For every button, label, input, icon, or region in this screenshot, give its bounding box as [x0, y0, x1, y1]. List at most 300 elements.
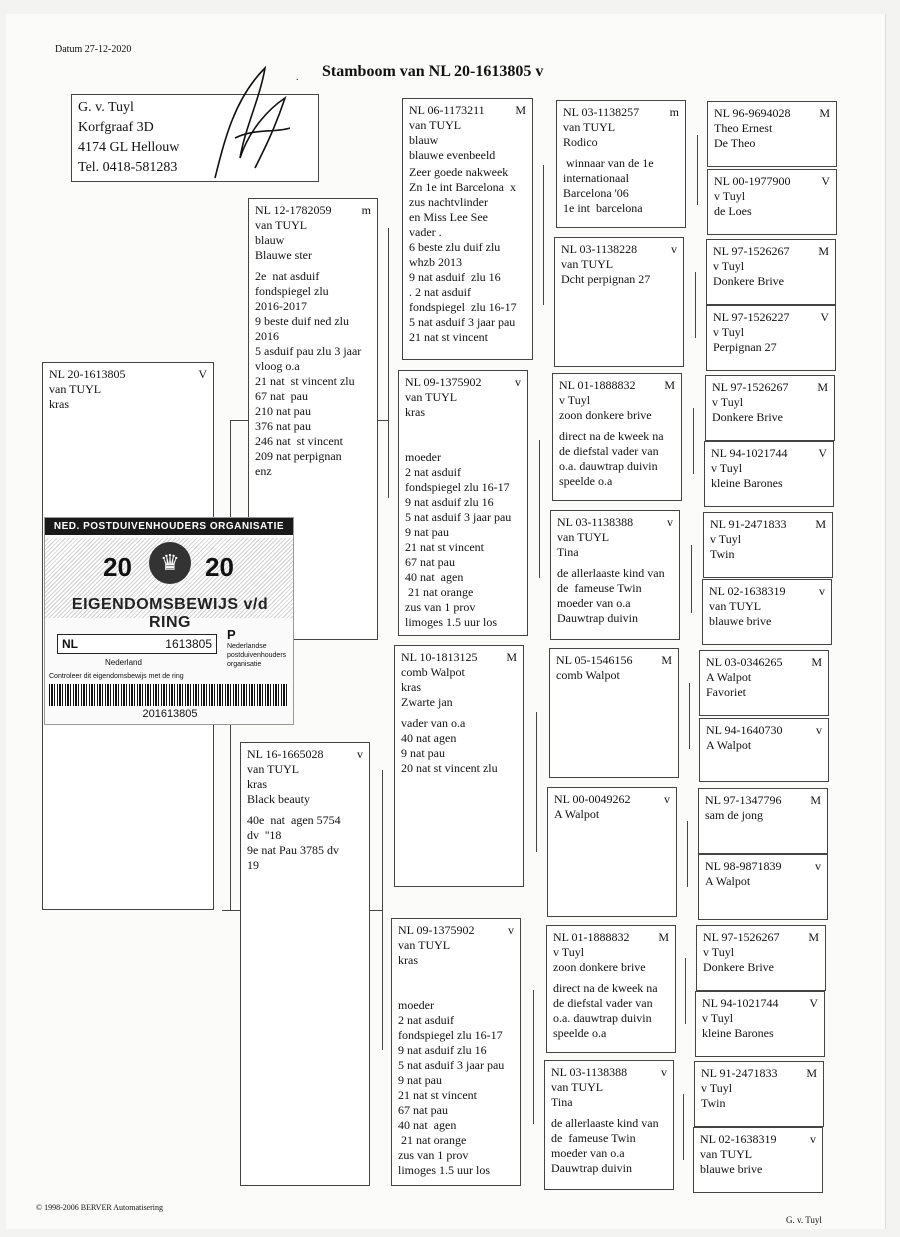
pigeon-fmf [552, 373, 682, 501]
sticker-org: NED. POSTDUIVENHOUDERS ORGANISATIE [45, 518, 293, 535]
sticker-ring-field [57, 634, 217, 654]
text-line: kras [247, 777, 267, 791]
text-line: zoon donkere brive [559, 408, 652, 422]
pigeon-details [409, 118, 526, 163]
text-line: zus van 1 prov [398, 1148, 469, 1162]
pigeon-details [559, 393, 675, 423]
pigeon-details [709, 599, 825, 629]
text-line: kleine Barones [702, 1026, 774, 1040]
text-line: van TUYL [247, 762, 300, 776]
pigeon-details [255, 218, 371, 263]
connector [230, 420, 248, 421]
ring-number: NL 97-1526267 [713, 244, 790, 258]
text-line: zus nachtvlinder [409, 195, 488, 209]
text-line: de diefstal vader van [553, 996, 653, 1010]
pigeon-notes [409, 165, 526, 345]
text-line: A Walpot [706, 670, 752, 684]
text-line: limoges 1.5 uur los [398, 1163, 490, 1177]
text-line: 21 nat orange [398, 1133, 467, 1147]
pigeon-details [714, 121, 830, 151]
text-line: A Walpot [705, 874, 751, 888]
text-line: fondspiegel zlu 16-17 [409, 300, 517, 314]
pigeon-g10 [699, 718, 829, 782]
text-line: Dauwtrap duivin [551, 1161, 632, 1175]
text-line: van TUYL [557, 530, 610, 544]
lion-emblem-icon: ♛ [149, 542, 191, 584]
pigeon-fm [398, 370, 528, 636]
sex: M [806, 1066, 817, 1080]
text-line: Twin [710, 547, 735, 561]
text-line: direct na de kweek na [553, 981, 658, 995]
pigeon-details [556, 668, 672, 683]
signature [205, 58, 295, 188]
text-line: winnaar van de 1e [563, 156, 654, 170]
text-line: 40 nat agen [401, 731, 457, 745]
text-line: van TUYL [409, 118, 462, 132]
pigeon-details [710, 532, 826, 562]
ring-number: NL 06-1173211 [409, 103, 485, 117]
text-line: de allerlaaste kind van [551, 1116, 659, 1130]
ring-number: NL 03-1138388 [551, 1065, 628, 1079]
pigeon-fmm [550, 510, 680, 640]
sex: M [515, 103, 526, 117]
text-line: 2e nat asduif [255, 269, 320, 283]
text-line: A Walpot [554, 807, 600, 821]
text-line: de fameuse Twin [557, 581, 642, 595]
text-line: 9 nat pau [398, 1073, 442, 1087]
text-line: v Tuyl [714, 189, 746, 203]
text-line: zus van 1 prov [405, 600, 476, 614]
pigeon-details [706, 670, 822, 700]
pigeon-g11 [698, 788, 828, 854]
text-line: Blauwe ster [255, 248, 312, 262]
text-line: moeder van o.a [551, 1146, 625, 1160]
pigeon-notes [401, 716, 517, 776]
text-line: v Tuyl [713, 325, 745, 339]
ring-number: NL 03-1138228 [561, 242, 638, 256]
barcode [49, 684, 289, 706]
pigeon-g12 [698, 854, 828, 920]
text-line: 40 nat agen [405, 570, 464, 584]
pigeon-mmf [546, 925, 676, 1053]
text-line: comb Walpot [556, 668, 620, 682]
text-line: fondspiegel zlu 16-17 [405, 480, 510, 494]
sticker-country: NL [62, 637, 78, 651]
pigeon-details [702, 1011, 818, 1041]
text-line: Zn 1e int Barcelona x [409, 180, 516, 194]
pigeon-g6 [704, 441, 834, 507]
pigeon-g13 [696, 925, 826, 991]
ring-number: NL 09-1375902 [405, 375, 482, 389]
ring-number: NL 20-1613805 [49, 367, 126, 381]
text-line: blauwe brive [700, 1162, 763, 1176]
pigeon-details [713, 259, 829, 289]
owner-phone: Tel. 0418-581283 [78, 160, 178, 175]
ring-number: NL 97-1526227 [713, 310, 790, 324]
footer-owner: G. v. Tuyl [786, 1215, 822, 1225]
pigeon-notes [247, 813, 363, 873]
sex: M [808, 930, 819, 944]
sex: V [820, 310, 829, 324]
text-line: v Tuyl [712, 395, 744, 409]
text-line: Zeer goede nakweek [409, 165, 509, 179]
pigeon-mff [549, 648, 679, 778]
owner-name: G. v. Tuyl [78, 100, 134, 115]
owner-city: 4174 GL Hellouw [78, 140, 180, 155]
text-line: limoges 1.5 uur los [405, 615, 497, 629]
text-line: 21 nat st vincent zlu [255, 374, 355, 388]
text-line: 21 nat st vincent [405, 540, 484, 554]
text-line: direct na de kweek na [559, 429, 664, 443]
text-line: moeder [405, 450, 441, 464]
sex: M [819, 106, 830, 120]
text-line: 21 nat st vincent [398, 1088, 477, 1102]
ring-number: NL 94-1021744 [702, 996, 779, 1010]
connector [689, 683, 690, 749]
text-line: kras [398, 953, 418, 967]
sex: M [818, 244, 829, 258]
pigeon-details [551, 1080, 667, 1110]
sex: v [815, 859, 821, 873]
text-line: Rodico [563, 135, 598, 149]
text-line: van TUYL [709, 599, 762, 613]
text-line: Tina [551, 1095, 573, 1109]
pigeon-g15 [694, 1061, 824, 1127]
connector [536, 712, 537, 852]
ring-number: NL 12-1782059 [255, 203, 332, 217]
text-line: blauw [255, 233, 285, 247]
sex: M [810, 793, 821, 807]
sex: v [671, 242, 677, 256]
text-line: vader van o.a [401, 716, 466, 730]
text-line: 21 nat st vincent [409, 330, 488, 344]
text-line: vloog o.a [255, 359, 300, 373]
text-line: 40 nat agen [398, 1118, 457, 1132]
pigeon-details [713, 325, 829, 355]
pigeon-g2 [707, 169, 837, 235]
pigeon-g7 [703, 512, 833, 578]
text-line: Favoriet [706, 685, 746, 699]
text-line: v Tuyl [710, 532, 742, 546]
sticker-banner: EIGENDOMSBEWIJS v/d RING [71, 596, 269, 631]
pigeon-mother [240, 742, 370, 1186]
text-line: 2016 [255, 329, 279, 343]
ring-number: NL 05-1546156 [556, 653, 633, 667]
text-line: v Tuyl [701, 1081, 733, 1095]
pigeon-notes [255, 269, 371, 479]
copyright: © 1998-2006 BERVER Automatisering [36, 1203, 163, 1212]
sex: M [811, 655, 822, 669]
text-line: whzb 2013 [409, 255, 462, 269]
ring-number: NL 02-1638319 [709, 584, 786, 598]
pigeon-g4 [706, 305, 836, 371]
sex: v [661, 1065, 667, 1079]
text-line: speelde o.a [553, 1026, 607, 1040]
connector [539, 440, 540, 578]
text-line: van TUYL [398, 938, 451, 952]
ring-number: NL 16-1665028 [247, 747, 324, 761]
text-line: A Walpot [706, 738, 752, 752]
pigeon-details [712, 395, 828, 425]
sex: M [817, 380, 828, 394]
ring-number: NL 97-1526267 [703, 930, 780, 944]
sex: M [506, 650, 517, 664]
sex: v [515, 375, 521, 389]
ring-number: NL 09-1375902 [398, 923, 475, 937]
ring-ownership-sticker [44, 517, 294, 725]
pigeon-details [561, 257, 677, 287]
date-label: Datum 27-12-2020 [55, 44, 132, 55]
text-line: Donkere Brive [712, 410, 783, 424]
text-line: van TUYL [49, 382, 102, 396]
text-line: fondspiegel zlu [255, 284, 329, 298]
ring-number: NL 00-0049262 [554, 792, 631, 806]
sex: V [821, 174, 830, 188]
text-line: Donkere Brive [713, 274, 784, 288]
text-line: 6 beste zlu duif zlu [409, 240, 501, 254]
pigeon-notes [553, 981, 669, 1041]
ring-number: NL 94-1640730 [706, 723, 783, 737]
text-line: 376 nat pau [255, 419, 311, 433]
text-line: van TUYL [700, 1147, 753, 1161]
text-line: 9 beste duif ned zlu [255, 314, 349, 328]
text-line: zoon donkere brive [553, 960, 646, 974]
sticker-p-letter: P [227, 627, 236, 642]
text-line: blauwe evenbeeld [409, 148, 496, 162]
text-line: 40e nat agen 5754 [247, 813, 341, 827]
connector [543, 165, 544, 305]
text-line: 21 nat orange [405, 585, 474, 599]
text-line: 67 nat pau [255, 389, 308, 403]
text-line: en Miss Lee See [409, 210, 488, 224]
pigeon-details [706, 738, 822, 753]
text-line: kras [49, 397, 69, 411]
sex: M [664, 378, 675, 392]
text-line: moeder van o.a [557, 596, 631, 610]
text-line: v Tuyl [553, 945, 585, 959]
text-line: sam de jong [705, 808, 763, 822]
pigeon-details [711, 461, 827, 491]
text-line: 9 nat pau [401, 746, 445, 760]
text-line: blauwe brive [709, 614, 772, 628]
ring-number: NL 01-1888832 [553, 930, 630, 944]
connector [222, 910, 240, 911]
pigeon-details [401, 665, 517, 710]
text-line: 2016-2017 [255, 299, 307, 313]
connector [685, 958, 686, 1024]
ring-number: NL 97-1347796 [705, 793, 782, 807]
pigeon-details [703, 945, 819, 975]
connector [691, 545, 692, 613]
text-line: 2 nat asduif [398, 1013, 454, 1027]
page-title: Stamboom van NL 20-1613805 v [322, 63, 544, 80]
pigeon-notes [551, 1116, 667, 1176]
text-line: 210 nat pau [255, 404, 311, 418]
ring-number: NL 03-0346265 [706, 655, 783, 669]
ring-number: NL 00-1977900 [714, 174, 791, 188]
pigeon-details [553, 945, 669, 975]
text-line: 246 nat st vincent [255, 434, 343, 448]
text-line: Dcht perpignan 27 [561, 272, 651, 286]
text-line: v Tuyl [713, 259, 745, 273]
pigeon-details [405, 390, 521, 420]
owner-street: Korfgraaf 3D [78, 120, 154, 135]
pigeon-mm [391, 918, 521, 1186]
pigeon-g9 [699, 650, 829, 716]
connector [695, 272, 696, 338]
connector [370, 910, 382, 911]
text-line: 2 nat asduif [405, 465, 461, 479]
text-line: 1e int barcelona [563, 201, 643, 215]
sex: m [361, 203, 371, 217]
text-line: comb Walpot [401, 665, 465, 679]
ring-number: NL 91-2471833 [710, 517, 787, 531]
pigeon-g8 [702, 579, 832, 645]
text-line: Zwarte jan [401, 695, 453, 709]
text-line: Twin [701, 1096, 726, 1110]
sex: v [508, 923, 514, 937]
pigeon-details [554, 807, 670, 822]
connector [388, 228, 389, 498]
text-line: Black beauty [247, 792, 310, 806]
sticker-ring-number: 1613805 [165, 637, 212, 651]
pigeon-mf [394, 645, 524, 887]
sex: V [818, 446, 827, 460]
text-line: v Tuyl [711, 461, 743, 475]
text-line: van TUYL [561, 257, 614, 271]
text-line: 5 nat asduif 3 jaar pau [398, 1058, 505, 1072]
ring-number: NL 03-1138257 [563, 105, 640, 119]
text-line: Dauwtrap duivin [557, 611, 638, 625]
text-line: v Tuyl [559, 393, 591, 407]
text-line: De Theo [714, 136, 756, 150]
connector [697, 135, 698, 205]
sex: M [658, 930, 669, 944]
pigeon-g16 [693, 1127, 823, 1193]
sticker-year-left: 20 [103, 552, 132, 582]
pigeon-ffm [554, 237, 684, 367]
text-line: 9 nat asduif zlu 16 [409, 270, 501, 284]
connector [378, 420, 388, 421]
sticker-control-text: Controleer dit eigendomsbewijs met de ring [49, 673, 184, 680]
text-line: de allerlaaste kind van [557, 566, 665, 580]
text-line: kras [401, 680, 421, 694]
sex: m [669, 105, 679, 119]
ring-number: NL 02-1638319 [700, 1132, 777, 1146]
text-line: kleine Barones [711, 476, 783, 490]
text-line: 9 nat asduif zlu 16 [405, 495, 494, 509]
text-line: v Tuyl [702, 1011, 734, 1025]
ring-number: NL 91-2471833 [701, 1066, 778, 1080]
text-line: v Tuyl [703, 945, 735, 959]
text-line: 9 nat asduif zlu 16 [398, 1043, 487, 1057]
text-line: kras [405, 405, 425, 419]
sex: v [810, 1132, 816, 1146]
sex: v [357, 747, 363, 761]
text-line: de diefstal vader van [559, 444, 659, 458]
pigeon-mmm [544, 1060, 674, 1190]
pigeon-details [714, 189, 830, 219]
sex: v [816, 723, 822, 737]
pigeon-details [557, 530, 673, 560]
text-line: o.a. dauwtrap duivin [553, 1011, 652, 1025]
text-line: 67 nat pau [398, 1103, 448, 1117]
barcode-number: 201613805 [142, 708, 198, 720]
text-line: fondspiegel zlu 16-17 [398, 1028, 503, 1042]
text-line: van TUYL [255, 218, 308, 232]
pigeon-notes [398, 998, 514, 1178]
ring-number: NL 10-1813125 [401, 650, 478, 664]
text-line: de fameuse Twin [551, 1131, 636, 1145]
text-line: Donkere Brive [703, 960, 774, 974]
connector [687, 821, 688, 887]
text-line: internationaal [563, 171, 629, 185]
text-line: dv ''18 [247, 828, 282, 842]
text-line: speelde o.a [559, 474, 613, 488]
text-line: 67 nat pau [405, 555, 455, 569]
pigeon-g5 [705, 375, 835, 441]
pigeon-mfm [547, 787, 677, 917]
ring-number: NL 97-1526267 [712, 380, 789, 394]
text-line: 5 nat asduif 3 jaar pau [409, 315, 516, 329]
pigeon-details [398, 938, 514, 968]
text-line: 19 [247, 858, 259, 872]
title-dot: . [296, 72, 299, 83]
sex: v [664, 792, 670, 806]
pigeon-details [701, 1081, 817, 1111]
sex: M [815, 517, 826, 531]
ring-number: NL 96-9694028 [714, 106, 791, 120]
sex: v [819, 584, 825, 598]
connector [382, 770, 383, 1050]
text-line: . 2 nat asduif [409, 285, 471, 299]
text-line: enz [255, 464, 272, 478]
text-line: 209 nat perpignan [255, 449, 342, 463]
pigeon-details [705, 874, 821, 889]
sex: V [198, 367, 207, 381]
text-line: van TUYL [551, 1080, 604, 1094]
text-line: de Loes [714, 204, 752, 218]
text-line: 5 nat asduif 3 jaar pau [405, 510, 512, 524]
text-line: 9e nat Pau 3785 dv [247, 843, 339, 857]
pigeon-notes [557, 566, 673, 626]
text-line: vader . [409, 225, 442, 239]
pigeon-details [705, 808, 821, 823]
sex: v [667, 515, 673, 529]
pigeon-ff [402, 98, 533, 360]
pigeon-details [700, 1147, 816, 1177]
ring-number: NL 98-9871839 [705, 859, 782, 873]
pigeon-g14 [695, 991, 825, 1057]
pigeon-details [247, 762, 363, 807]
pigeon-details [563, 120, 679, 150]
pigeon-notes [563, 156, 679, 216]
ring-number: NL 01-1888832 [559, 378, 636, 392]
sticker-nederland: Nederland [105, 658, 142, 667]
text-line: 5 asduif pau zlu 3 jaar [255, 344, 362, 358]
text-line: 20 nat st vincent zlu [401, 761, 498, 775]
text-line: 9 nat pau [405, 525, 449, 539]
connector [683, 1094, 684, 1160]
connector [693, 408, 694, 474]
sticker-npo-block [227, 627, 287, 669]
sticker-year-right: 20 [205, 552, 234, 582]
text-line: o.a. dauwtrap duivin [559, 459, 658, 473]
text-line: moeder [398, 998, 434, 1012]
ring-number: NL 94-1021744 [711, 446, 788, 460]
sticker-p-text: Nederlandse postduivenhouders organisatie [227, 643, 287, 668]
pigeon-details [49, 382, 207, 412]
